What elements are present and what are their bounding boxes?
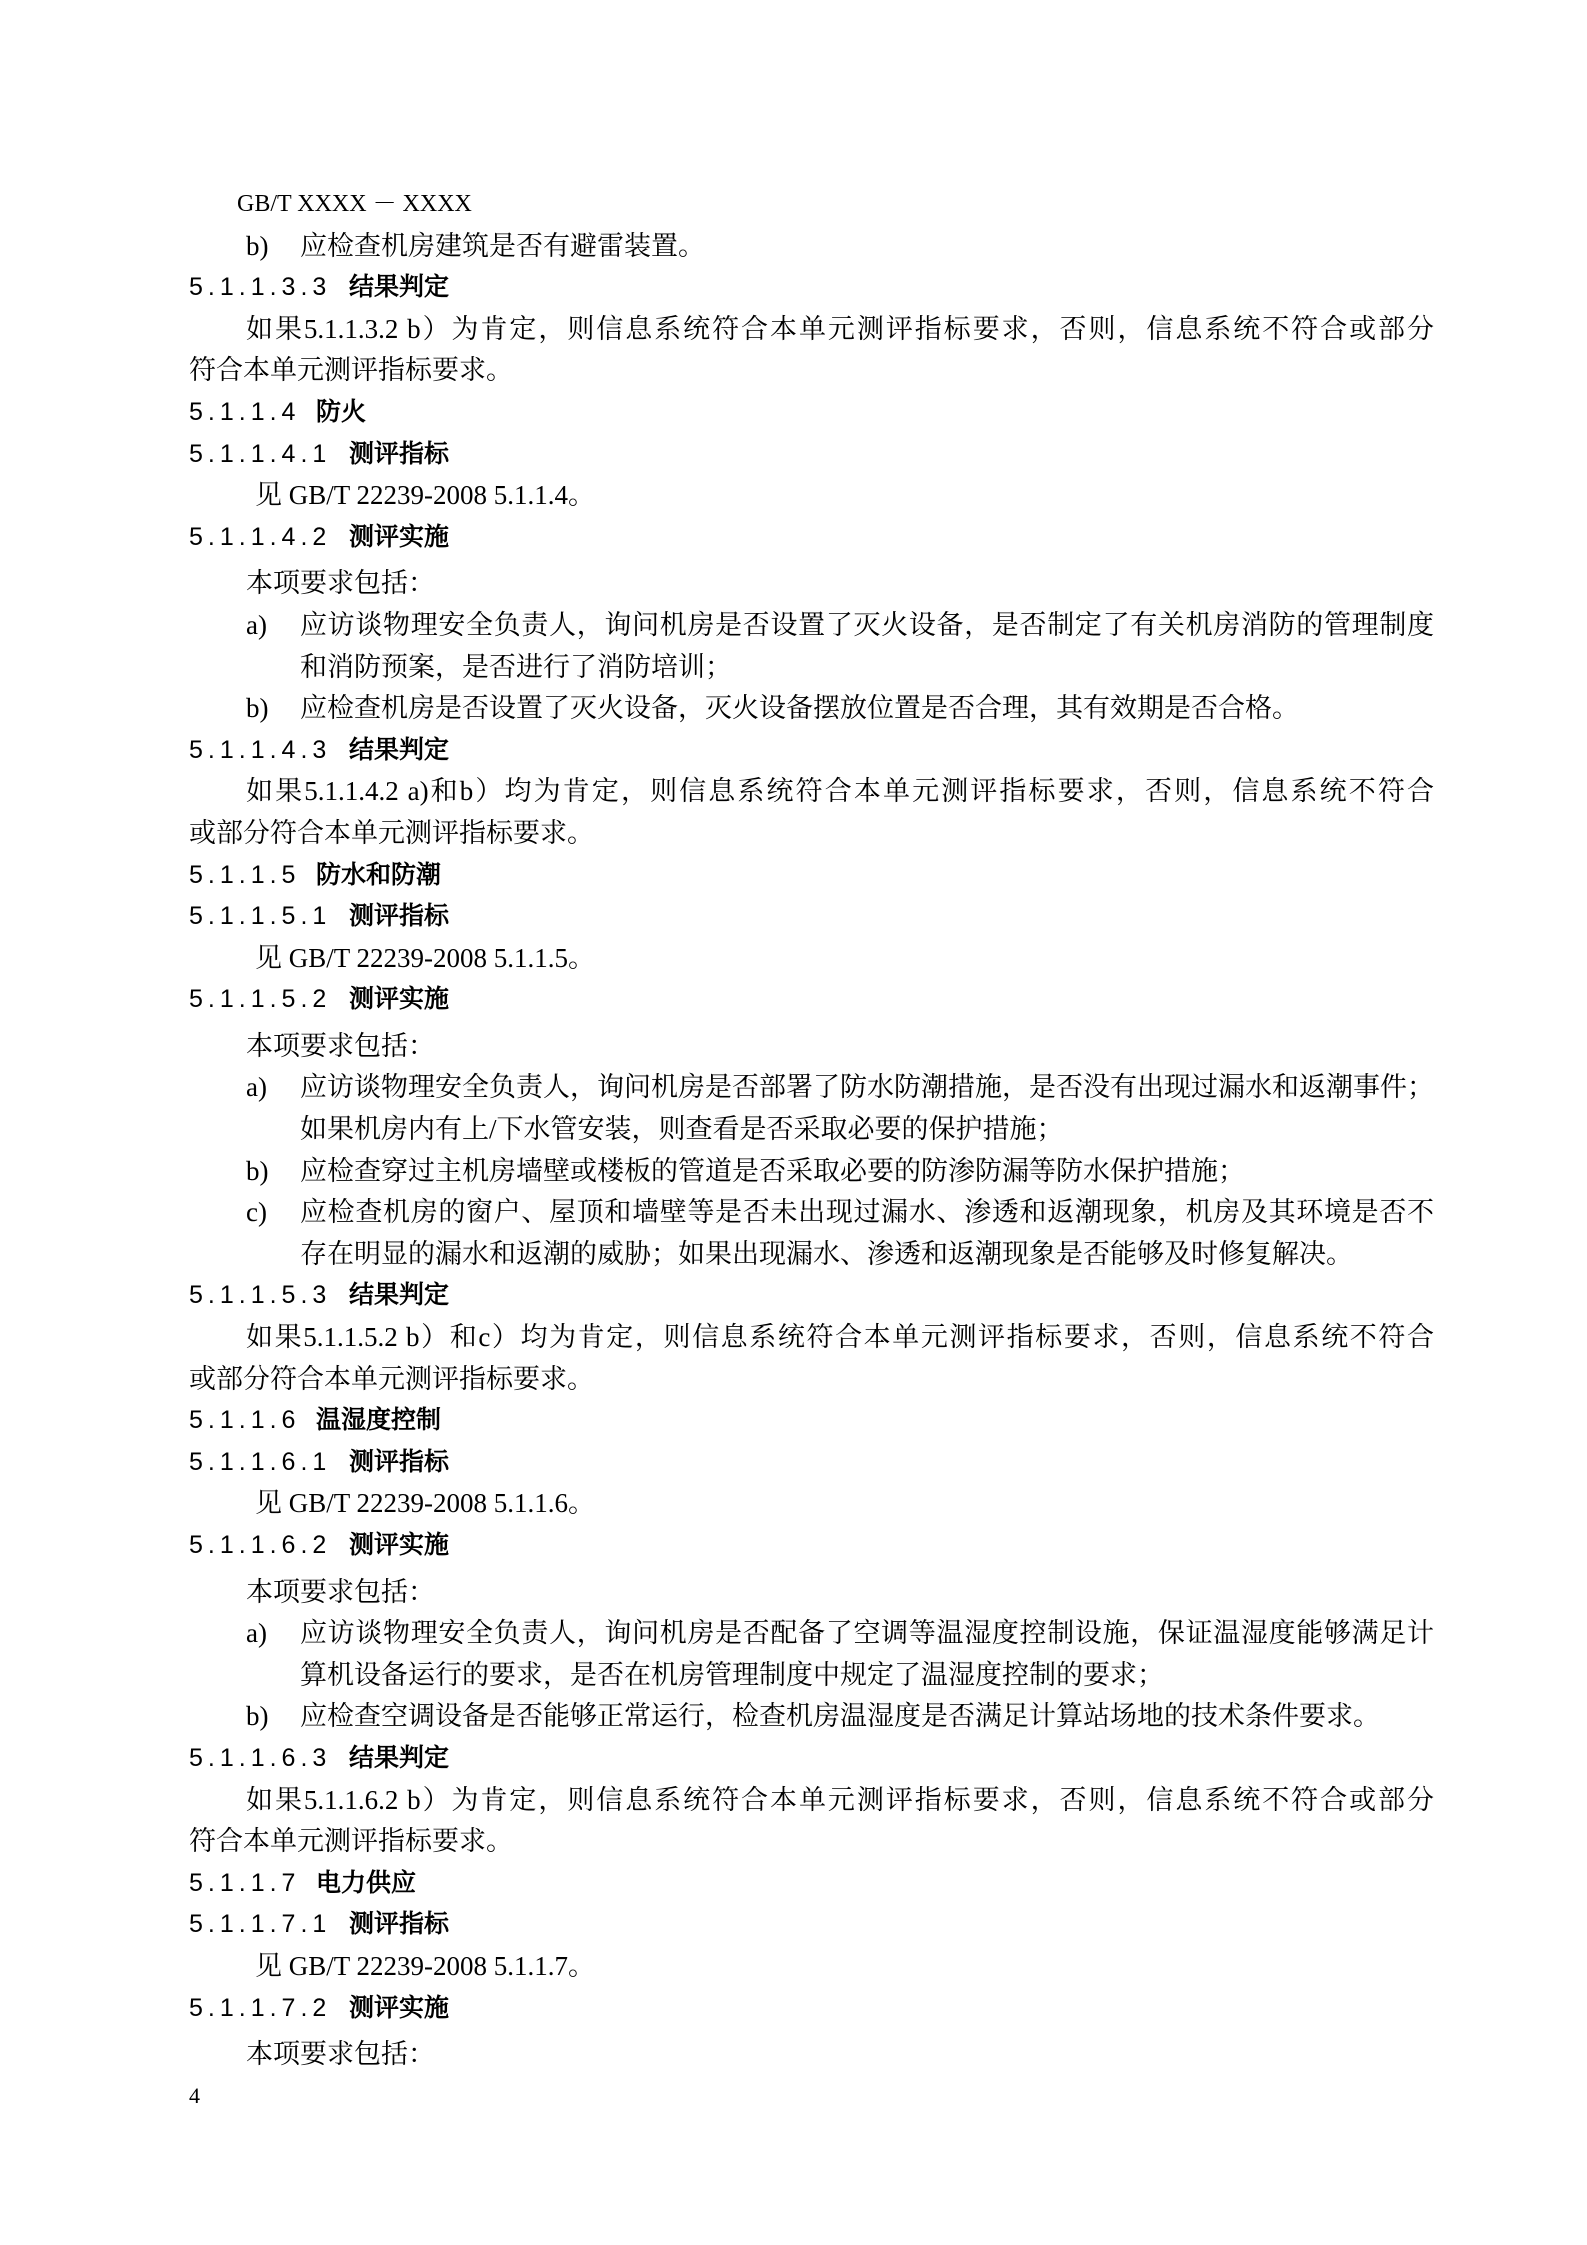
line-text: 见 GB/T 22239-2008 5.1.1.6。 bbox=[255, 1488, 596, 1519]
section-title: 结果判定 bbox=[349, 273, 450, 302]
section-number: 5.1.1.7.1 bbox=[189, 1910, 332, 1939]
list-item-label: b) bbox=[246, 693, 269, 724]
section-number: 5.1.1.5.3 bbox=[189, 1281, 332, 1310]
line-text: 或部分符合本单元测评指标要求。 bbox=[189, 1363, 594, 1394]
section-heading bbox=[189, 517, 1434, 559]
paragraph-line bbox=[189, 309, 1434, 351]
section-title: 温湿度控制 bbox=[316, 1406, 442, 1435]
paragraph-line bbox=[189, 1359, 1434, 1401]
list-item-label: b) bbox=[246, 1701, 269, 1732]
section-title: 测评实施 bbox=[349, 1531, 450, 1559]
paragraph-line bbox=[189, 771, 1434, 813]
paragraph-line bbox=[189, 1780, 1434, 1822]
list-item-line bbox=[189, 1234, 1434, 1276]
section-number: 5.1.1.4.2 bbox=[189, 522, 332, 551]
line-text: 本项要求包括： bbox=[246, 1576, 435, 1607]
paragraph-line bbox=[189, 1317, 1434, 1359]
line-text: 如果5.1.1.5.2 b）和c）均为肯定，则信息系统符合本单元测评指标要求，否则，信息系统不符合 bbox=[246, 1322, 1434, 1353]
list-item-line bbox=[189, 688, 1434, 730]
line-text: 应访谈物理安全负责人，询问机房是否设置了灭火设备，是否制定了有关机房消防的管理制度 bbox=[300, 609, 1434, 640]
document-body bbox=[189, 184, 1434, 2076]
section-title: 测评指标 bbox=[349, 902, 450, 931]
section-title: 测评指标 bbox=[349, 439, 450, 468]
section-heading bbox=[189, 1400, 1434, 1442]
line-text: 存在明显的漏水和返潮的威胁；如果出现漏水、渗透和返潮现象是否能够及时修复解决。 bbox=[300, 1238, 1353, 1269]
list-item-label: b) bbox=[246, 1155, 269, 1186]
line-text: 本项要求包括： bbox=[246, 2039, 435, 2070]
list-item-line bbox=[189, 1067, 1434, 1109]
line-text: 如果机房内有上/下水管安装，则查看是否采取必要的保护措施； bbox=[300, 1114, 1064, 1145]
reference-line bbox=[189, 1946, 1434, 1988]
list-item-line bbox=[189, 1109, 1434, 1151]
line-text: 应访谈物理安全负责人，询问机房是否配备了空调等温湿度控制设施，保证温湿度能够满足计 bbox=[300, 1618, 1434, 1649]
page-number: 4 bbox=[189, 2083, 200, 2108]
section-title: 测评实施 bbox=[349, 522, 450, 551]
intro-line bbox=[189, 563, 1434, 605]
list-item-line bbox=[189, 1151, 1434, 1193]
section-heading bbox=[189, 1525, 1434, 1567]
line-text: 符合本单元测评指标要求。 bbox=[189, 1826, 513, 1857]
line-text: 如果5.1.1.6.2 b）为肯定，则信息系统符合本单元测评指标要求，否则，信息系统不符合或部分 bbox=[246, 1784, 1434, 1815]
paragraph-line bbox=[189, 813, 1434, 855]
section-heading bbox=[189, 730, 1434, 772]
section-title: 结果判定 bbox=[349, 1281, 450, 1310]
section-title: 测评实施 bbox=[349, 1993, 450, 2022]
line-text: 或部分符合本单元测评指标要求。 bbox=[189, 817, 594, 848]
section-number: 5.1.1.6 bbox=[189, 1406, 301, 1435]
section-title: 防火 bbox=[316, 397, 367, 426]
line-text: 应检查机房的窗户、屋顶和墙壁等是否未出现过漏水、渗透和返潮现象，机房及其环境是否不 bbox=[300, 1197, 1434, 1228]
list-item-label: c) bbox=[246, 1197, 267, 1228]
section-heading bbox=[189, 1988, 1434, 2030]
section-heading bbox=[189, 1275, 1434, 1317]
list-item-line bbox=[189, 226, 1434, 268]
list-item-line bbox=[189, 647, 1434, 689]
intro-line bbox=[189, 2034, 1434, 2076]
list-item-line bbox=[189, 1613, 1434, 1655]
section-heading bbox=[189, 979, 1434, 1021]
section-number: 5.1.1.7.2 bbox=[189, 1993, 332, 2022]
line-text: 符合本单元测评指标要求。 bbox=[189, 355, 513, 386]
line-text: 见 GB/T 22239-2008 5.1.1.5。 bbox=[255, 942, 596, 973]
list-item-label: a) bbox=[246, 1072, 267, 1103]
section-heading bbox=[189, 1738, 1434, 1780]
section-number: 5.1.1.5.1 bbox=[189, 902, 332, 931]
section-number: 5.1.1.6.2 bbox=[189, 1531, 332, 1559]
line-text: 本项要求包括： bbox=[246, 1030, 435, 1061]
line-text: 算机设备运行的要求，是否在机房管理制度中规定了温湿度控制的要求； bbox=[300, 1659, 1164, 1690]
intro-line bbox=[189, 1026, 1434, 1068]
list-item-label: a) bbox=[246, 609, 267, 640]
section-heading bbox=[189, 392, 1434, 434]
line-text: 应检查空调设备是否能够正常运行，检查机房温湿度是否满足计算站场地的技术条件要求。 bbox=[300, 1701, 1380, 1732]
section-heading bbox=[189, 1863, 1434, 1905]
list-item-line bbox=[189, 605, 1434, 647]
paragraph-line bbox=[189, 350, 1434, 392]
intro-line bbox=[189, 1572, 1434, 1614]
section-number: 5.1.1.4 bbox=[189, 397, 301, 426]
list-item-line bbox=[189, 1696, 1434, 1738]
section-number: 5.1.1.4.3 bbox=[189, 735, 332, 764]
section-heading bbox=[189, 855, 1434, 897]
section-heading bbox=[189, 896, 1434, 938]
list-item-line bbox=[189, 1655, 1434, 1697]
line-text: 应访谈物理安全负责人，询问机房是否部署了防水防潮措施，是否没有出现过漏水和返潮事件； bbox=[300, 1072, 1434, 1103]
line-text: 应检查穿过主机房墙壁或楼板的管道是否采取必要的防渗防漏等防水保护措施； bbox=[300, 1155, 1245, 1186]
section-title: 测评指标 bbox=[349, 1447, 450, 1476]
line-text: 应检查机房建筑是否有避雷装置。 bbox=[300, 230, 705, 261]
section-title: 结果判定 bbox=[349, 1743, 450, 1772]
section-heading bbox=[189, 267, 1434, 309]
reference-line bbox=[189, 938, 1434, 980]
section-title: 防水和防潮 bbox=[316, 860, 442, 889]
section-number: 5.1.1.3.3 bbox=[189, 273, 332, 302]
section-number: 5.1.1.6.1 bbox=[189, 1447, 332, 1476]
document-header: GB/T XXXX － XXXX bbox=[237, 191, 472, 217]
section-title: 测评实施 bbox=[349, 985, 450, 1014]
reference-line bbox=[189, 1483, 1434, 1525]
section-title: 测评指标 bbox=[349, 1910, 450, 1939]
paragraph-line bbox=[189, 1821, 1434, 1863]
section-number: 5.1.1.5 bbox=[189, 860, 301, 889]
section-title: 电力供应 bbox=[316, 1868, 417, 1897]
section-number: 5.1.1.7 bbox=[189, 1868, 301, 1897]
reference-line bbox=[189, 475, 1434, 517]
list-item-line bbox=[189, 1192, 1434, 1234]
line-text: 和消防预案，是否进行了消防培训； bbox=[300, 651, 732, 682]
section-number: 5.1.1.6.3 bbox=[189, 1743, 332, 1772]
line-text: 如果5.1.1.4.2 a)和b）均为肯定，则信息系统符合本单元测评指标要求，否则，信息系统不符合 bbox=[246, 776, 1434, 807]
section-number: 5.1.1.4.1 bbox=[189, 439, 332, 468]
line-text: 本项要求包括： bbox=[246, 568, 435, 599]
section-heading bbox=[189, 1442, 1434, 1484]
list-item-label: b) bbox=[246, 230, 269, 261]
section-heading bbox=[189, 1904, 1434, 1946]
section-heading bbox=[189, 434, 1434, 476]
line-text: 见 GB/T 22239-2008 5.1.1.4。 bbox=[255, 480, 596, 511]
list-item-label: a) bbox=[246, 1618, 267, 1649]
section-title: 结果判定 bbox=[349, 735, 450, 764]
line-text: 见 GB/T 22239-2008 5.1.1.7。 bbox=[255, 1950, 596, 1981]
line-text: 应检查机房是否设置了灭火设备，灭火设备摆放位置是否合理，其有效期是否合格。 bbox=[300, 693, 1299, 724]
line-text: 如果5.1.1.3.2 b）为肯定，则信息系统符合本单元测评指标要求，否则，信息系统不符合或部分 bbox=[246, 313, 1434, 344]
section-number: 5.1.1.5.2 bbox=[189, 985, 332, 1014]
